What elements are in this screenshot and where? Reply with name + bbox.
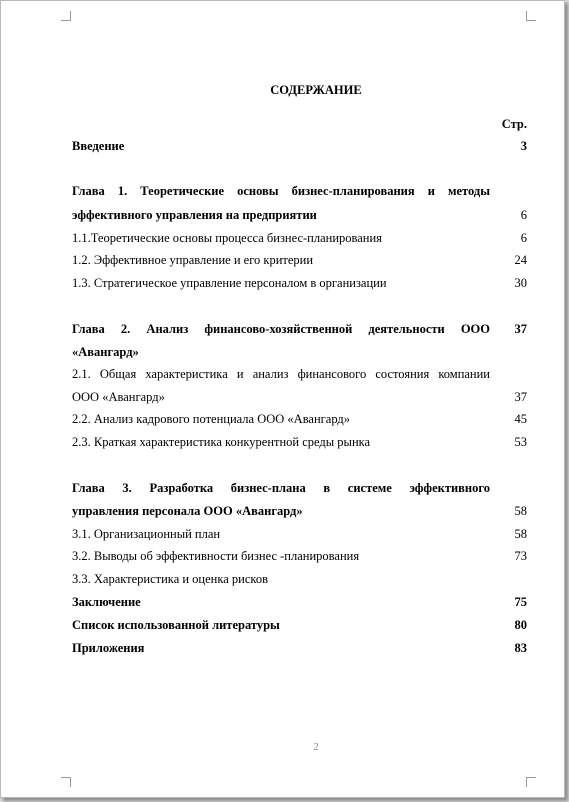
toc-entry-page: 58	[514, 527, 527, 541]
toc-entry-text: Список использованной литературы	[72, 618, 280, 632]
page-title: СОДЕРЖАНИЕ	[270, 83, 362, 97]
margin-corner-top-left	[61, 11, 71, 21]
toc-entry-page: 24	[514, 253, 527, 267]
toc-entry-text: 1.1.Теоретические основы процесса бизнес-планирования	[72, 231, 382, 245]
toc-entry-page: 58	[514, 504, 527, 518]
toc-entry-text: 1.2. Эффективное управление и его критерии	[72, 253, 314, 267]
toc-entry-page: 37	[514, 322, 527, 336]
toc-entry-page: 80	[514, 618, 527, 632]
toc-entry-text: 2.2. Анализ кадрового потенциала ООО «Авангард»	[72, 412, 351, 426]
toc-entry-text: ООО «Авангард»	[72, 390, 165, 404]
toc-entry-text: Приложения	[72, 641, 145, 655]
page-column-header: Стр.	[501, 117, 527, 131]
toc-entry-page: 6	[520, 208, 527, 222]
toc-entry-text: Заключение	[72, 595, 141, 609]
toc-entry-page: 83	[514, 641, 527, 655]
toc-entry-text: «Авангард»	[72, 345, 139, 359]
margin-corner-bottom-left	[61, 777, 71, 787]
toc-entry-page: 53	[514, 435, 527, 449]
toc-entry-text: управления персонала ООО «Авангард»	[72, 504, 303, 518]
toc-entry-text: Введение	[72, 139, 125, 153]
toc-entry-text: 2.3. Краткая характеристика конкурентной среды рынка	[72, 435, 371, 449]
toc-entry-text: 2.1. Общая характеристика и анализ финансового состояния компании	[72, 367, 490, 381]
toc-entry-text: 3.2. Выводы об эффективности бизнес -планирования	[72, 549, 360, 563]
toc-entry-page: 45	[514, 412, 527, 426]
toc-entry-text: Глава 2. Анализ финансово-хозяйственной деятельности ООО	[72, 322, 490, 336]
page-number: 2	[313, 741, 319, 753]
toc-entry-page: 3	[520, 139, 527, 153]
toc-entry-text: Глава 1. Теоретические основы бизнес-планирования и методы	[72, 184, 490, 198]
toc-entry-page: 75	[514, 595, 527, 609]
toc-entry-page: 73	[514, 549, 527, 563]
toc-entry-text: 3.1. Организационный план	[72, 527, 221, 541]
toc-entry-text: эффективного управления на предприятии	[72, 208, 317, 222]
toc-entry-page: 37	[514, 390, 527, 404]
toc-entry-page: 30	[514, 276, 527, 290]
toc-entry-text: 3.3. Характеристика и оценка рисков	[72, 572, 268, 586]
margin-corner-bottom-right	[526, 777, 536, 787]
toc-entry-page: 6	[520, 231, 527, 245]
margin-corner-top-right	[526, 11, 536, 21]
toc-entry-text: 1.3. Стратегическое управление персоналом в организации	[72, 276, 387, 290]
toc-entry-text: Глава 3. Разработка бизнес-плана в системе эффективного	[72, 481, 490, 495]
